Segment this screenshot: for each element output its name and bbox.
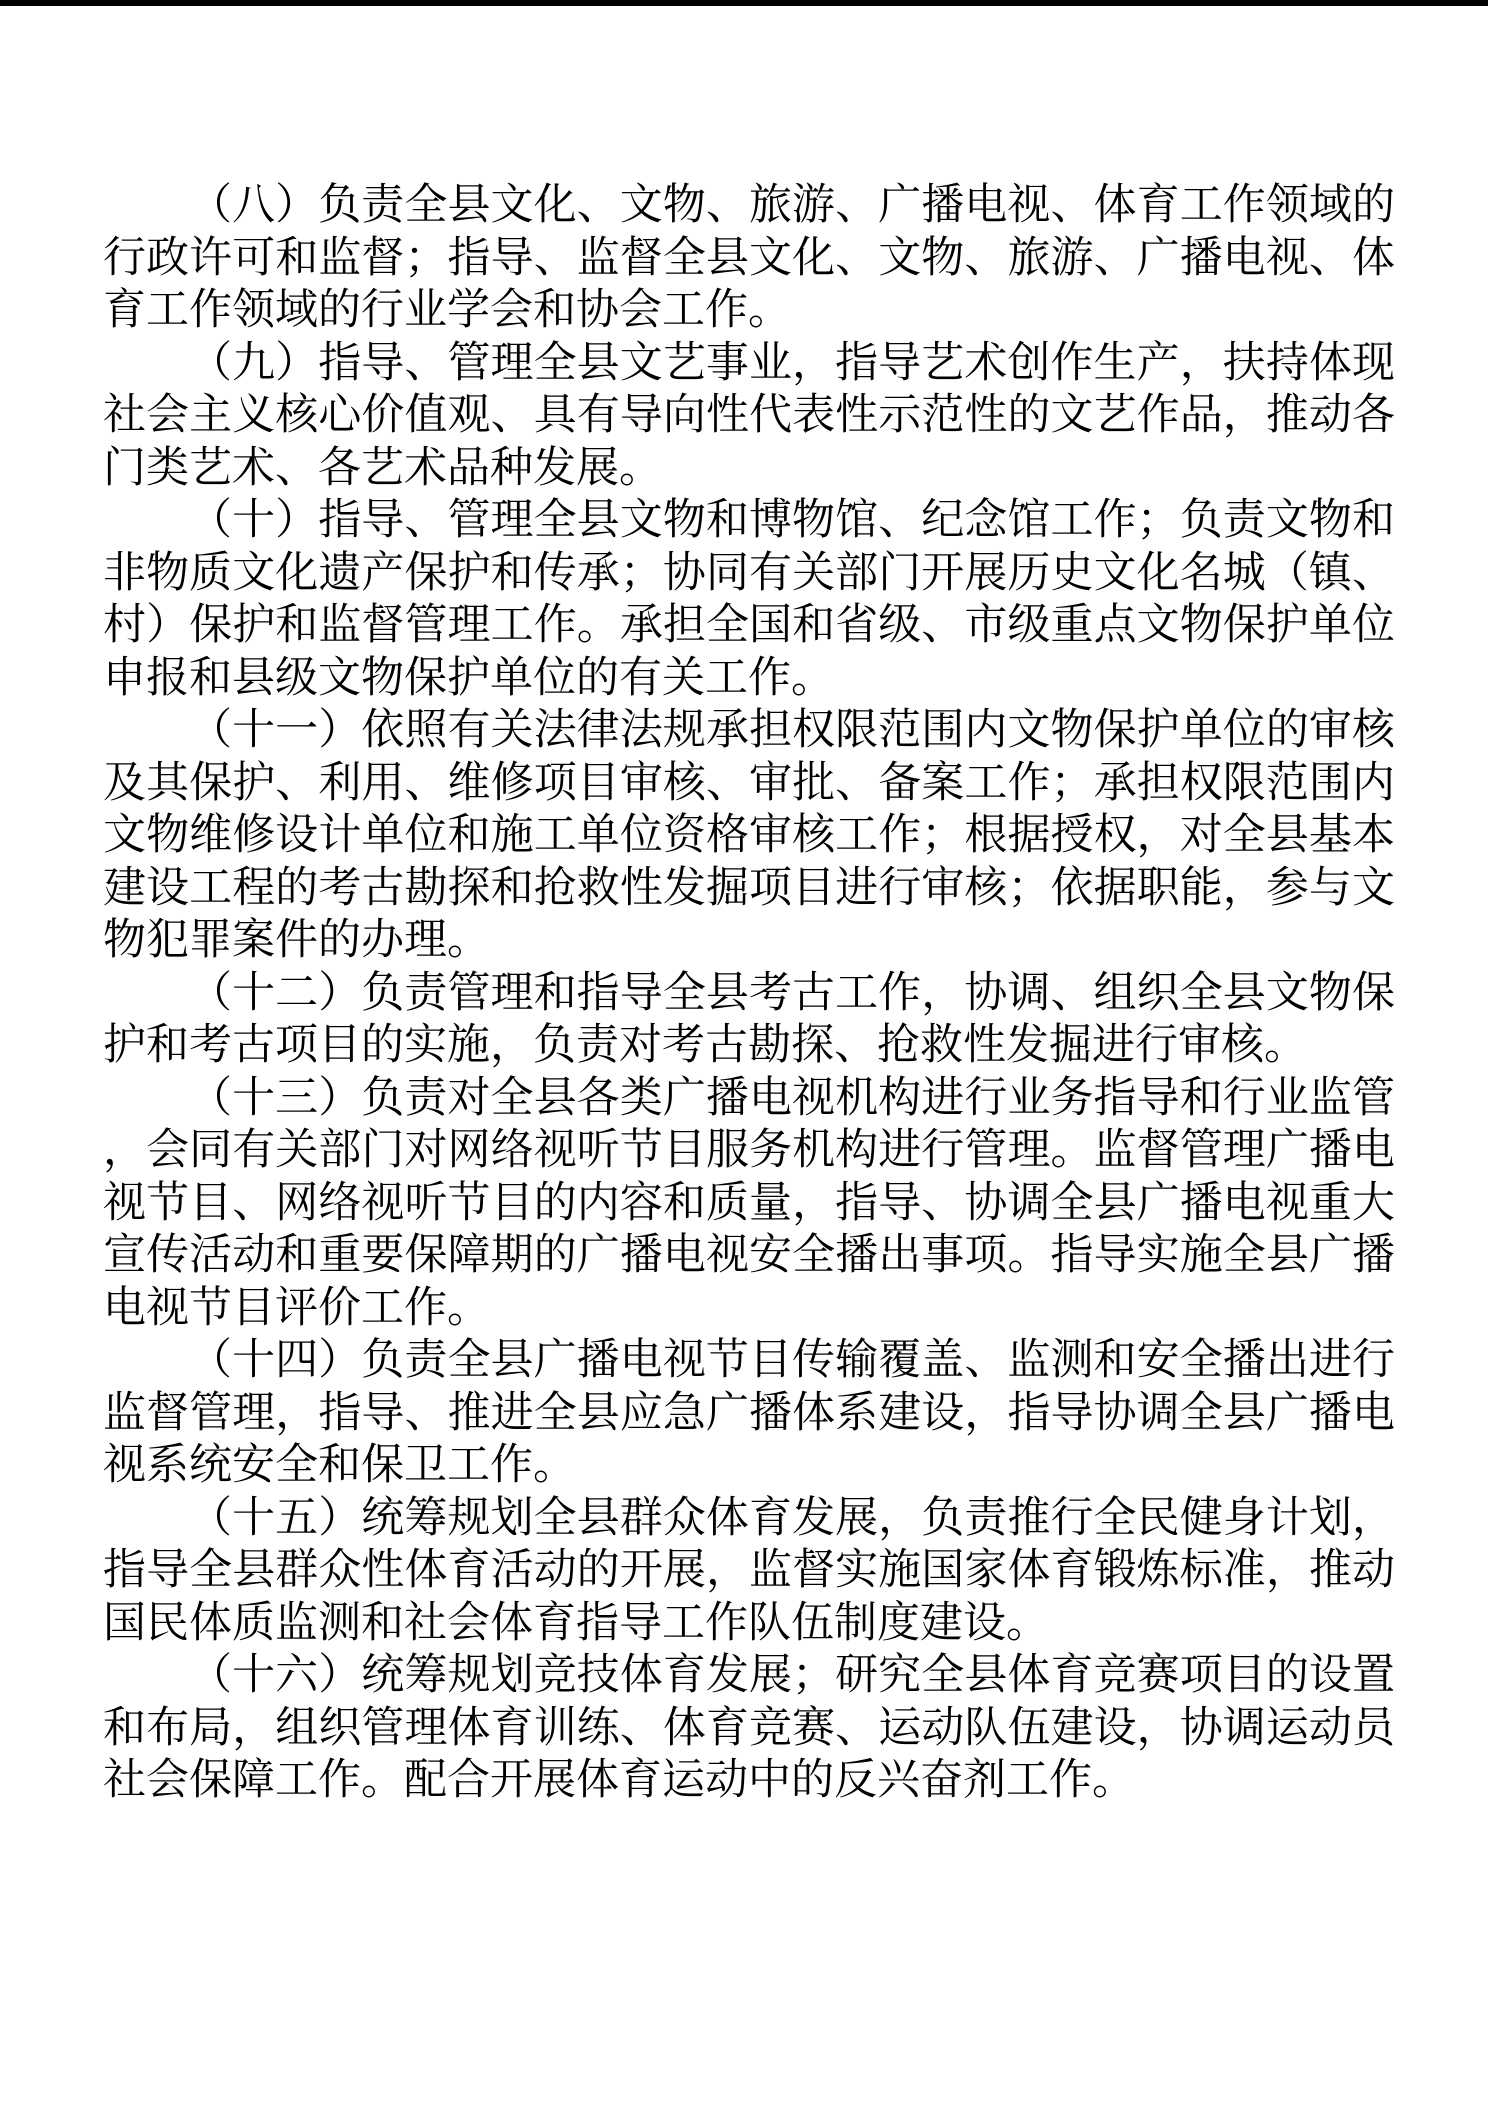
text-line: （十六）统筹规划竞技体育发展；研究全县体育竞赛项目的设置 xyxy=(189,1652,1395,1699)
text-line: 和布局，组织管理体育训练、体育竞赛、运动队伍建设，协调运动员 xyxy=(103,1704,1395,1752)
text-line: 申报和县级文物保护单位的有关工作。 xyxy=(103,654,834,702)
text-line: 监督管理，指导、推进全县应急广播体系建设，指导协调全县广播电 xyxy=(103,1389,1395,1437)
paragraph xyxy=(103,1650,1395,1808)
paragraph xyxy=(103,495,1395,705)
paragraph xyxy=(103,180,1395,338)
text-line: 国民体质监测和社会体育指导工作队伍制度建设。 xyxy=(103,1599,1049,1647)
text-line: 文物维修设计单位和施工单位资格审核工作；根据授权，对全县基本 xyxy=(103,812,1395,859)
paragraph xyxy=(103,1073,1395,1336)
text-line: 育工作领域的行业学会和协会工作。 xyxy=(103,287,791,334)
text-line: 行政许可和监督；指导、监督全县文化、文物、旅游、广播电视、体 xyxy=(103,234,1395,282)
paragraph xyxy=(103,968,1395,1073)
text-line: （八）负责全县文化、文物、旅游、广播电视、体育工作领域的 xyxy=(189,182,1395,229)
text-line: 社会主义核心价值观、具有导向性代表性示范性的文艺作品，推动各 xyxy=(103,392,1395,439)
text-line: （十五）统筹规划全县群众体育发展，负责推行全民健身计划， xyxy=(189,1494,1395,1542)
text-line: （十四）负责全县广播电视节目传输覆盖、监测和安全播出进行 xyxy=(189,1337,1395,1384)
text-line: 建设工程的考古勘探和抢救性发掘项目进行审核；依据职能，参与文 xyxy=(103,864,1395,912)
page-top-edge xyxy=(0,0,1488,6)
text-line: ，会同有关部门对网络视听节目服务机构进行管理。监督管理广播电 xyxy=(103,1127,1395,1174)
text-line: （九）指导、管理全县文艺事业，指导艺术创作生产，扶持体现 xyxy=(189,339,1395,387)
text-line: 村）保护和监督管理工作。承担全国和省级、市级重点文物保护单位 xyxy=(103,602,1395,649)
text-line: 门类艺术、各艺术品种发展。 xyxy=(103,444,662,492)
text-line: （十三）负责对全县各类广播电视机构进行业务指导和行业监管 xyxy=(189,1074,1395,1122)
paragraph xyxy=(103,1493,1395,1651)
text-line: （十二）负责管理和指导全县考古工作，协调、组织全县文物保 xyxy=(189,969,1395,1017)
text-line: 及其保护、利用、维修项目审核、审批、备案工作；承担权限范围内 xyxy=(103,759,1395,807)
text-line: 社会保障工作。配合开展体育运动中的反兴奋剂工作。 xyxy=(103,1757,1135,1804)
text-line: 电视节目评价工作。 xyxy=(103,1284,490,1332)
text-line: 非物质文化遗产保护和传承；协同有关部门开展历史文化名城（镇、 xyxy=(103,549,1395,597)
text-line: 宣传活动和重要保障期的广播电视安全播出事项。指导实施全县广播 xyxy=(103,1232,1395,1279)
text-line: （十）指导、管理全县文物和博物馆、纪念馆工作；负责文物和 xyxy=(189,497,1395,544)
text-line: 指导全县群众性体育活动的开展，监督实施国家体育锻炼标准，推动 xyxy=(103,1547,1395,1594)
text-line: 视节目、网络视听节目的内容和质量，指导、协调全县广播电视重大 xyxy=(103,1179,1395,1227)
document-body xyxy=(103,180,1395,1808)
paragraph xyxy=(103,705,1395,968)
text-line: 物犯罪案件的办理。 xyxy=(103,917,490,964)
text-line: 护和考古项目的实施，负责对考古勘探、抢救性发掘进行审核。 xyxy=(103,1022,1307,1069)
text-line: 视系统安全和保卫工作。 xyxy=(103,1442,576,1489)
paragraph xyxy=(103,338,1395,496)
text-line: （十一）依照有关法律法规承担权限范围内文物保护单位的审核 xyxy=(189,707,1395,754)
paragraph xyxy=(103,1335,1395,1493)
